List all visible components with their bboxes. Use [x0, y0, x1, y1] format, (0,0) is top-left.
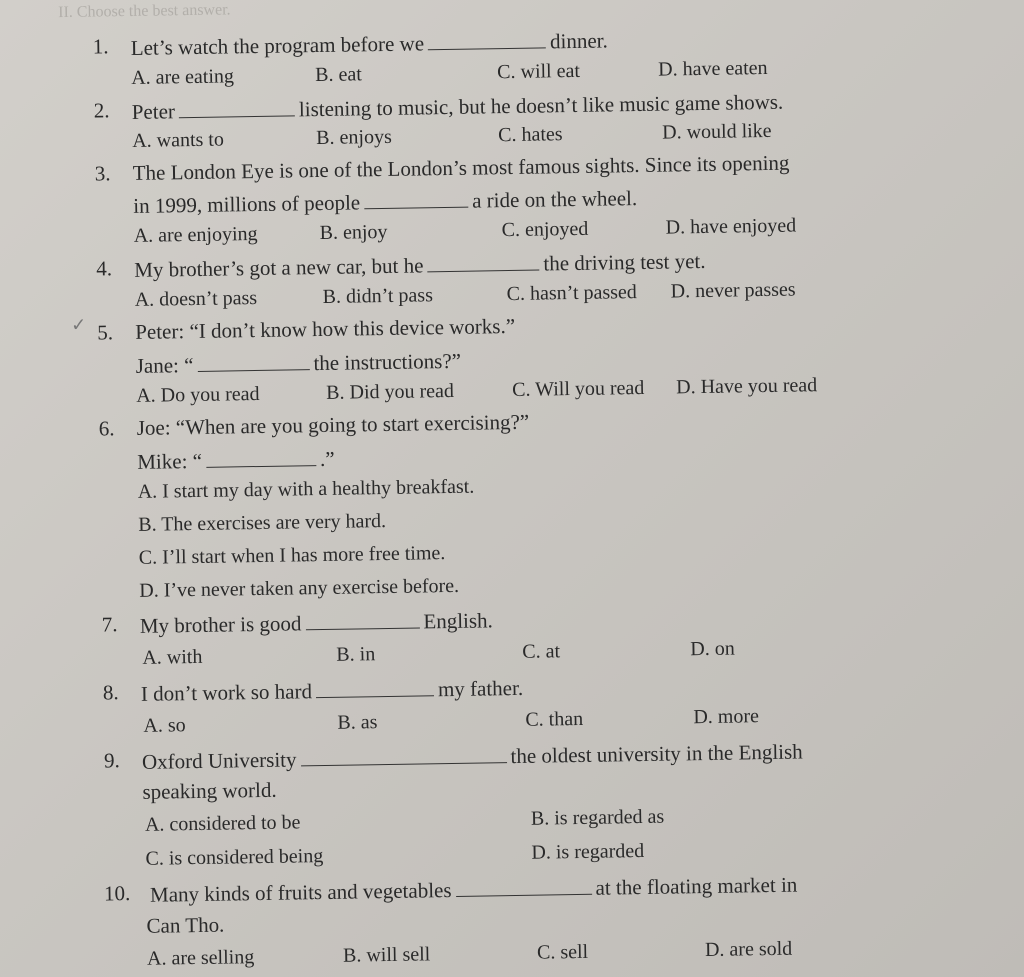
- answer-blank[interactable]: [364, 189, 468, 210]
- question-number: 10.: [103, 881, 131, 906]
- answer-blank[interactable]: [427, 252, 539, 273]
- option-c[interactable]: C. sell: [536, 940, 589, 964]
- option-c[interactable]: C. enjoyed: [501, 217, 589, 242]
- question-stem: My brother is good English.: [139, 608, 493, 638]
- question-stem: Joe: “When are you going to start exercising?”: [136, 409, 530, 440]
- answer-blank[interactable]: [316, 677, 434, 698]
- option-a[interactable]: A. are selling: [146, 946, 255, 970]
- question-stem: I don’t work so hard my father.: [140, 675, 524, 706]
- option-d[interactable]: D. I’ve never taken any exercise before.: [139, 574, 460, 602]
- option-c[interactable]: C. at: [522, 640, 561, 663]
- option-a[interactable]: A. doesn’t pass: [134, 286, 258, 311]
- question-stem: Let’s watch the program before we dinner.: [130, 28, 608, 60]
- question-number: 1.: [92, 34, 109, 59]
- option-a[interactable]: A. so: [143, 714, 186, 737]
- question-stem: Many kinds of fruits and vegetables at the floating market in: [149, 872, 798, 907]
- answer-blank[interactable]: [300, 744, 506, 766]
- option-c[interactable]: C. hasn’t passed: [506, 281, 638, 306]
- option-a[interactable]: A. I start my day with a healthy breakfast.: [137, 475, 475, 503]
- option-c[interactable]: C. will eat: [497, 59, 581, 84]
- answer-blank[interactable]: [428, 29, 546, 50]
- question-number: 6.: [98, 416, 115, 441]
- answer-blank[interactable]: [305, 609, 419, 630]
- option-b[interactable]: B. as: [337, 711, 378, 734]
- question-number: 4.: [96, 256, 113, 281]
- option-c[interactable]: C. hates: [498, 123, 563, 147]
- option-b[interactable]: B. in: [336, 643, 376, 666]
- option-c[interactable]: C. Will you read: [512, 376, 645, 402]
- option-b[interactable]: B. enjoy: [319, 220, 388, 245]
- answer-blank[interactable]: [206, 447, 316, 468]
- check-mark-icon: ✓: [70, 314, 87, 335]
- option-b[interactable]: B. didn’t pass: [322, 284, 434, 308]
- question-stem: The London Eye is one of the London’s most famous sights. Since its opening: [132, 150, 790, 185]
- answer-blank[interactable]: [197, 351, 309, 372]
- section-heading: II. Choose the best answer.: [58, 1, 231, 22]
- option-a[interactable]: A. considered to be: [144, 811, 301, 836]
- question-number: 5.: [97, 320, 114, 345]
- option-a[interactable]: A. Do you read: [136, 382, 260, 407]
- option-b[interactable]: B. eat: [315, 63, 363, 87]
- option-b[interactable]: B. Did you read: [326, 379, 455, 404]
- answer-blank[interactable]: [179, 97, 295, 118]
- question-stem-continued: Can Tho.: [146, 912, 225, 938]
- option-b[interactable]: B. The exercises are very hard.: [138, 510, 387, 536]
- question-stem-continued: Jane: “ the instructions?”: [135, 348, 462, 378]
- question-number: 2.: [93, 98, 110, 123]
- question-stem-continued: Mike: “ .”: [137, 446, 335, 474]
- question-number: 3.: [94, 161, 111, 186]
- option-c[interactable]: C. is considered being: [145, 845, 324, 870]
- option-b[interactable]: B. will sell: [342, 943, 431, 967]
- question-stem-continued: in 1999, millions of people a ride on the wheel.: [133, 186, 638, 218]
- option-d[interactable]: D. would like: [661, 119, 772, 144]
- question-number: 9.: [103, 748, 120, 773]
- option-a[interactable]: A. are eating: [131, 65, 235, 89]
- option-a[interactable]: A. with: [142, 645, 203, 669]
- option-c[interactable]: C. I’ll start when I has more free time.: [138, 542, 446, 569]
- question-stem: Peter: “I don’t know how this device works.”: [135, 313, 516, 344]
- question-stem: Oxford University the oldest university in the English: [141, 739, 803, 774]
- option-d[interactable]: D. more: [693, 705, 760, 729]
- answer-blank[interactable]: [455, 876, 591, 897]
- option-a[interactable]: A. are enjoying: [133, 222, 258, 247]
- option-d[interactable]: D. on: [690, 637, 735, 661]
- option-d[interactable]: D. are sold: [704, 937, 793, 962]
- question-number: 8.: [102, 680, 119, 705]
- question-stem-continued: speaking world.: [142, 777, 277, 804]
- option-b[interactable]: B. enjoys: [316, 125, 392, 150]
- question-stem: Peter listening to music, but he doesn’t like music game shows.: [131, 89, 784, 124]
- option-d[interactable]: D. have enjoyed: [665, 214, 797, 239]
- question-number: 7.: [101, 612, 118, 637]
- option-c[interactable]: C. than: [525, 707, 584, 731]
- option-d[interactable]: D. is regarded: [531, 839, 645, 864]
- option-d[interactable]: D. Have you read: [675, 374, 818, 399]
- option-a[interactable]: A. wants to: [132, 128, 225, 152]
- option-b[interactable]: B. is regarded as: [530, 805, 665, 830]
- question-stem: My brother’s got a new car, but he the driving test yet.: [134, 248, 706, 282]
- option-d[interactable]: D. never passes: [670, 278, 796, 303]
- option-d[interactable]: D. have eaten: [658, 56, 768, 81]
